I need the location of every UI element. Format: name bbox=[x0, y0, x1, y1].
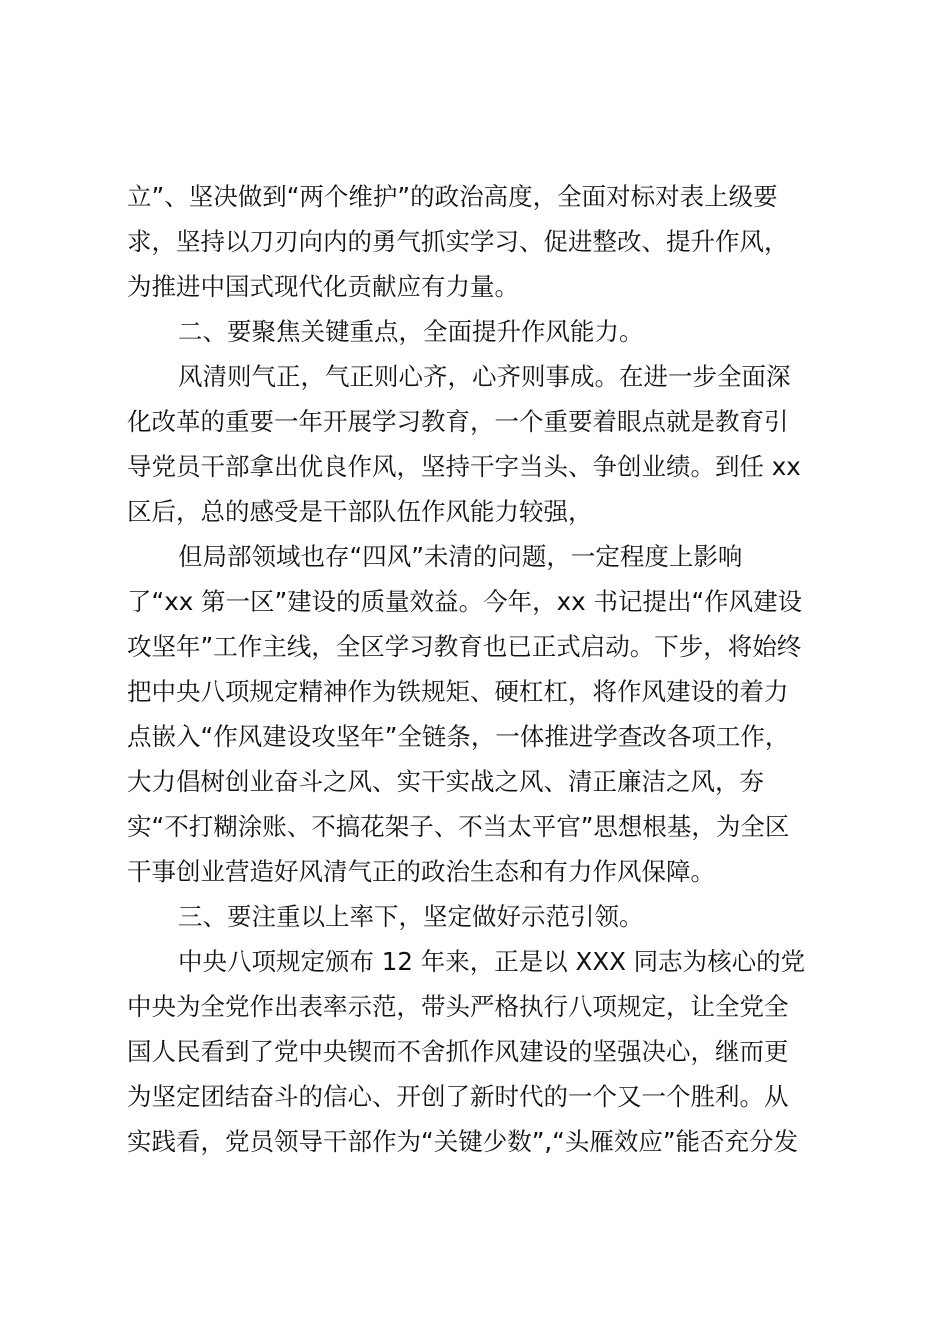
paragraph-line: 点嵌入“作风建设攻坚年”全链条，一体推进学查改各项工作， bbox=[127, 722, 790, 751]
paragraph-line: 把中央八项规定精神作为铁规矩、硬杠杠，将作风建设的着力 bbox=[127, 677, 789, 706]
paragraph-line: 区后，总的感受是干部队伍作风能力较强， bbox=[127, 497, 593, 526]
paragraph-line: 为推进中国式现代化贡献应有力量。 bbox=[127, 272, 519, 301]
paragraph-line: 导党员干部拿出优良作风，坚持干字当头、争创业绩。到任 xx bbox=[127, 452, 801, 481]
paragraph-line: 化改革的重要一年开展学习教育，一个重要着眼点就是教育引 bbox=[127, 407, 789, 436]
paragraph-line: 干事创业营造好风清气正的政治生态和有力作风保障。 bbox=[127, 857, 715, 886]
paragraph-line: 风清则气正，气正则心齐，心齐则事成。在进一步全面深 bbox=[178, 362, 791, 391]
paragraph-line: 实“不打糊涂账、不搞花架子、不当太平官”思想根基，为全区 bbox=[127, 812, 790, 841]
paragraph-line: 中央为全党作出表率示范，带头严格执行八项规定，让全党全 bbox=[127, 992, 789, 1021]
paragraph-line: 中央八项规定颁布 12 年来，正是以 XXX 同志为核心的党 bbox=[178, 947, 806, 976]
paragraph-line: 求，坚持以刀刃向内的勇气抓实学习、促进整改、提升作风， bbox=[127, 227, 789, 256]
paragraph-line: 为坚定团结奋斗的信心、开创了新时代的一个又一个胜利。从 bbox=[127, 1082, 789, 1111]
paragraph-line: 国人民看到了党中央锲而不舍抓作风建设的坚强决心，继而更 bbox=[127, 1037, 789, 1066]
paragraph-line: 攻坚年”工作主线，全区学习教育也已正式启动。下步，将始终 bbox=[127, 632, 802, 661]
section-heading: 二、要聚焦关键重点，全面提升作风能力。 bbox=[178, 317, 644, 346]
paragraph-line: 立”、坚决做到“两个维护”的政治高度，全面对标对表上级要 bbox=[127, 182, 778, 211]
paragraph-line: 了“xx 第一区”建设的质量效益。今年，xx 书记提出“作风建设 bbox=[127, 587, 803, 616]
paragraph-line: 大力倡树创业奋斗之风、实干实战之风、清正廉洁之风，夯 bbox=[127, 767, 764, 796]
paragraph-line: 但局部领域也存“四风”未清的问题，一定程度上影响 bbox=[178, 542, 743, 571]
paragraph-line: 实践看，党员领导干部作为“关键少数”,“头雁效应”能否充分发 bbox=[127, 1127, 799, 1156]
section-heading: 三、要注重以上率下，坚定做好示范引领。 bbox=[178, 902, 644, 931]
